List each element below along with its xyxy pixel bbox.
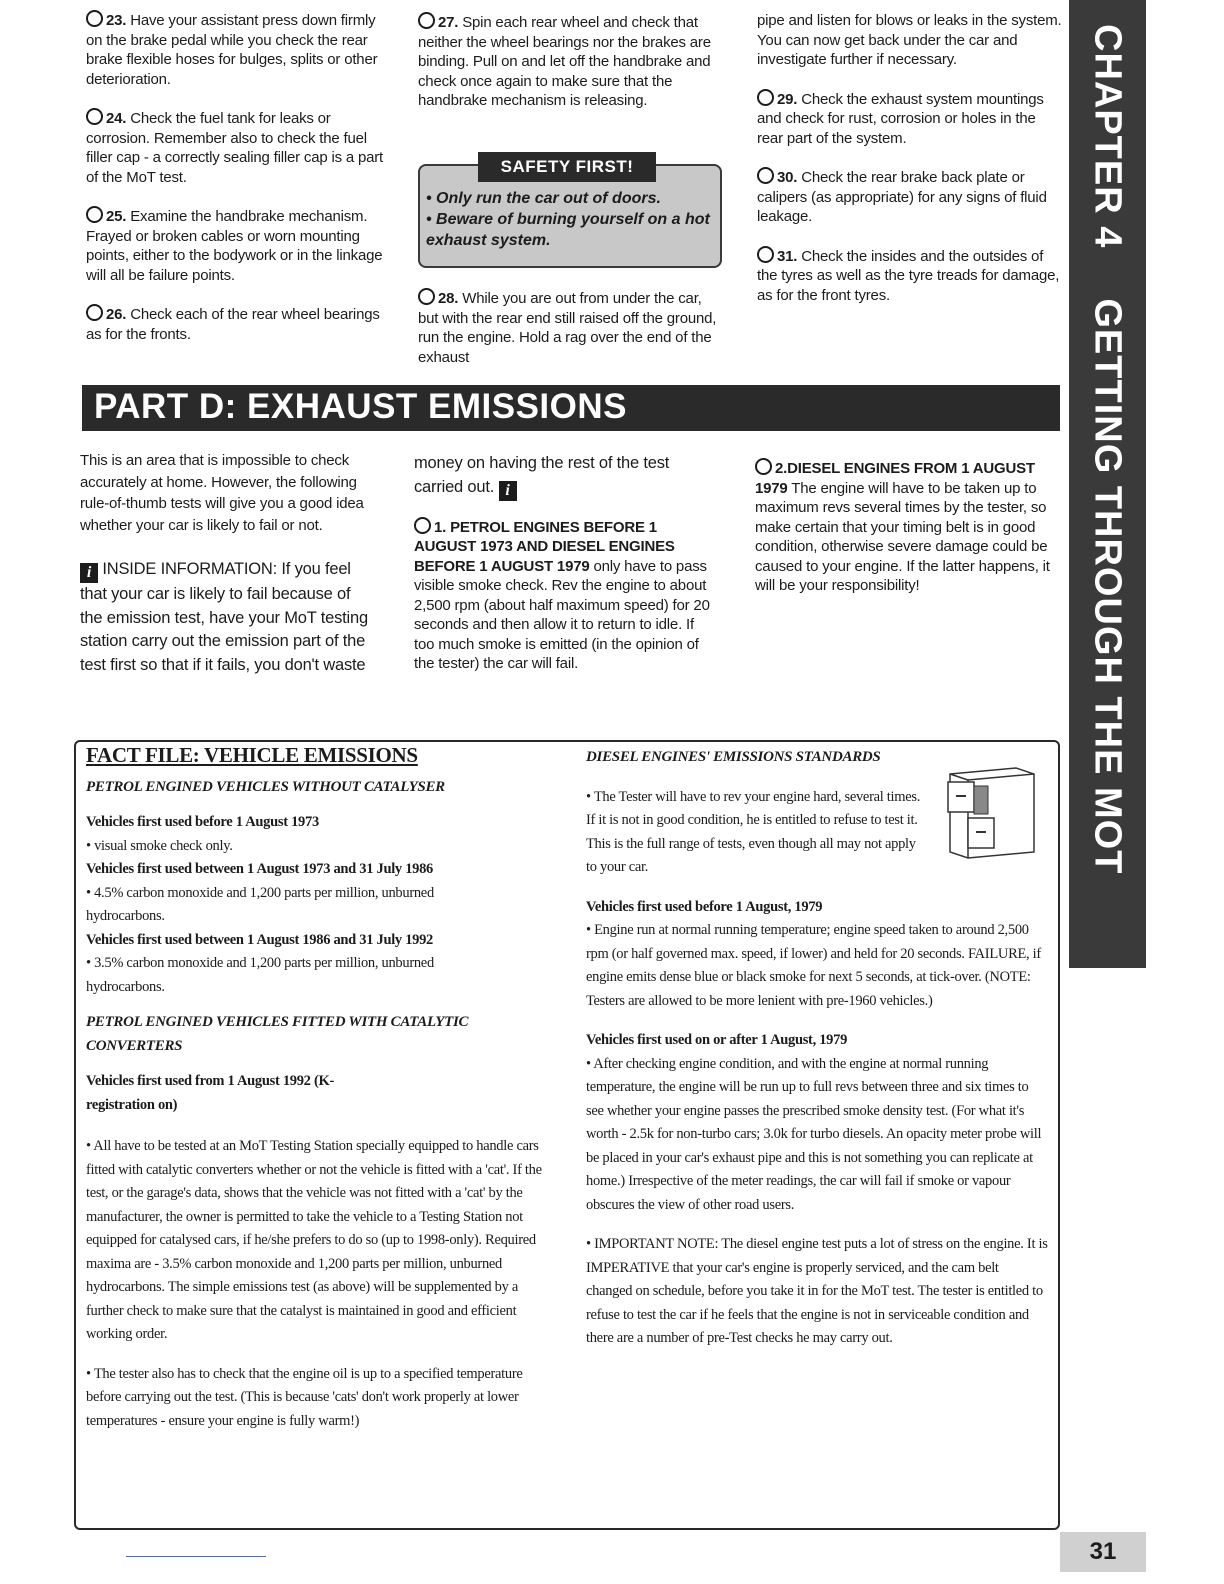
part-d-title: PART D: EXHAUST EMISSIONS [94, 387, 628, 426]
checklist-column-2 [418, 12, 723, 130]
inside-information: i INSIDE INFORMATION: If you feel that your car is likely to fail because of the emission test, have your MoT testing station carry out the emission part of the test first so that if it fails, you don't waste [80, 560, 368, 674]
chapter-title: GETTING THROUGH THE MOT [1086, 298, 1129, 875]
checkbox-circle-icon[interactable] [86, 10, 103, 27]
emission-item-2: 2.DIESEL ENGINES FROM 1 AUGUST 1979 The engine will have to be taken up to maximum revs several times by the tester, so make certain that your timing belt is in good condition, otherwise severe damage could be caused to your engine. If the latter happens, it will be your responsibility! [755, 460, 1050, 594]
checklist-item-26: 26. Check each of the rear wheel bearings as for the fronts. [86, 306, 380, 343]
checklist-column-3 [757, 11, 1062, 324]
diesel-h1: Vehicles first used before 1 August, 1979 [586, 898, 823, 915]
checkbox-circle-icon[interactable] [755, 458, 772, 475]
info-icon: i [499, 481, 517, 501]
safety-first-title: SAFETY FIRST! [478, 152, 656, 182]
safety-first-box [418, 157, 722, 268]
part-d-banner [82, 385, 1060, 431]
petrol-no-cat-h2: Vehicles first used between 1 August 1973 and 31 July 1986 [86, 861, 434, 877]
checklist-item-23: 23. Have your assistant press down firmly on the brake pedal while you check the rear brake flexible hoses for bulges, splits or other deterioration. [86, 12, 378, 88]
info-icon: i [80, 563, 98, 583]
checkbox-circle-icon[interactable] [757, 167, 774, 184]
petrol-no-cat-t1: • visual smoke check only. [86, 837, 233, 854]
checklist-item-25: 25. Examine the handbrake mechanism. Frayed or broken cables or worn mounting points, either to the bodywork or in the linkage will all be failure points. [86, 208, 383, 284]
checkbox-circle-icon[interactable] [418, 12, 435, 29]
part-d-column-3 [755, 458, 1055, 596]
fact-file-title: FACT FILE: VEHICLE EMISSIONS [86, 743, 418, 767]
page-number: 31 [1060, 1532, 1146, 1572]
filing-cabinet-icon [946, 766, 1038, 860]
petrol-cat-h1: Vehicles first used from 1 August 1992 (K-registration on) [86, 1073, 334, 1113]
petrol-no-cat-t2: • 4.5% carbon monoxide and 1,200 parts per million, unburned hydrocarbons. [86, 884, 434, 924]
diesel-h2: Vehicles first used on or after 1 August, 1979 [586, 1032, 848, 1048]
part-d-column-1 [80, 450, 375, 677]
petrol-cat-heading: PETROL ENGINED VEHICLES FITTED WITH CATALYTIC CONVERTERS [86, 1014, 469, 1054]
checkbox-circle-icon[interactable] [86, 304, 103, 321]
footer-rule [126, 1556, 266, 1557]
inside-information-cont: money on having the rest of the test carried out. i [414, 454, 670, 499]
petrol-no-cat-h3: Vehicles first used between 1 August 1986 and 31 July 1992 [86, 931, 434, 948]
part-d-intro: This is an area that is impossible to check accurately at home. However, the following rule-of-thumb tests will give you a good idea whether your car is likely to fail or not. [80, 452, 364, 534]
checkbox-circle-icon[interactable] [414, 517, 431, 534]
checkbox-circle-icon[interactable] [757, 89, 774, 106]
chapter-label: CHAPTER 4 [1086, 24, 1129, 249]
checkbox-circle-icon[interactable] [86, 206, 103, 223]
checklist-item-24: 24. Check the fuel tank for leaks or corrosion. Remember also to check the fuel filler cap - a correctly sealing filler cap is a part of the MoT test. [86, 110, 384, 186]
petrol-cat-p1: • All have to be tested at an MoT Testing Station specially equipped to handle cars fitted with catalytic converters whether or not the vehicle is fitted with a 'cat'. If the test, or the garage's data, shows that the vehicle was not fitted with a 'cat' by the manufacturer, the owner is permitted to take the vehicle to a Testing Station not equipped for catalysed cars, if he/she prefers to do so (up to 1998-only). Required maxima are - 3.5% carbon monoxide and 1,200 parts per million, unburned hydrocarbons. The simple emissions test (as above) will be supplemented by a further check to make sure that the catalyst is maintained in good and efficient working order. [86, 1138, 542, 1342]
chapter-sidebar-text [1086, 24, 1129, 874]
diesel-p3: • IMPORTANT NOTE: The diesel engine test puts a lot of stress on the engine. It is IMPERATIVE that your car's engine is properly serviced, and the cam belt changed on schedule, before you take it in for the MoT test. The tester is entitled to refuse to test the car if he feels that the engine is not in serviceable condition and there are a number of pre-Test checks he may carry out. [586, 1236, 1048, 1346]
safety-item: • Beware of burning yourself on a hot exhaust system. [426, 211, 710, 249]
petrol-no-cat-t3: • 3.5% carbon monoxide and 1,200 parts per million, unburned hydrocarbons. [86, 955, 434, 995]
petrol-no-cat-heading: PETROL ENGINED VEHICLES WITHOUT CATALYSER [86, 778, 445, 795]
checklist-item-29: 29. Check the exhaust system mountings and check for rust, corrosion or holes in the rear part of the system. [757, 90, 1044, 147]
petrol-no-cat-h1: Vehicles first used before 1 August 1973 [86, 814, 319, 830]
checklist-item-31: 31. Check the insides and the outsides of the tyres as well as the tyre treads for damage, as for the front tyres. [757, 247, 1060, 304]
checklist-column-1 [86, 10, 386, 363]
part-d-column-2 [414, 452, 714, 674]
checklist-item-30: 30. Check the rear brake back plate or calipers (as appropriate) for any signs of fluid leakage. [757, 169, 1047, 225]
checkbox-circle-icon[interactable] [86, 108, 103, 125]
fact-file-box [74, 740, 1060, 1530]
safety-item: • Only run the car out of doors. [426, 190, 661, 207]
diesel-p1: • Engine run at normal running temperature; engine speed taken to around 2,500 rpm (or half governed max. speed, if lower) and held for 20 seconds. FAILURE, if engine emits dense blue or black smoke for next 5 seconds, at tick-over. (NOTE: Testers are allowed to be more lenient with pre-1960 vehicles.) [586, 922, 1041, 1009]
fact-file-left-column [86, 744, 546, 1433]
petrol-cat-p2: • The tester also has to check that the engine oil is up to a specified temperature before carrying out the test. (This is because 'cats' don't work properly at lower temperatures - ensure your engine is fully warm!) [86, 1365, 523, 1429]
diesel-heading: DIESEL ENGINES' EMISSIONS STANDARDS [586, 749, 881, 765]
diesel-p2: • After checking engine condition, and with the engine at normal running temperature, the engine will be run up to full revs between three and six times to see whether your engine passes the prescribed smoke density test. (For what it's worth - 2.5k for non-turbo cars; 3.0k for turbo diesels. An opacity meter probe will be placed in your car's exhaust pipe and this is not something you can replicate at home.) Irrespective of the meter readings, the car will fail if smoke or vapour obscures the view of other road users. [586, 1055, 1042, 1213]
safety-list [426, 188, 720, 251]
checklist-item-27: 27. Spin each rear wheel and check that neither the wheel bearings nor the brakes are binding. Pull on and let off the handbrake and check once again to make sure that the handbrake mechanism is releasing. [418, 14, 711, 109]
checklist-item-28-cont: pipe and listen for blows or leaks in the system. You can now get back under the car and investigate further if necessary. [757, 12, 1062, 68]
emission-item-1: 1. PETROL ENGINES BEFORE 1 AUGUST 1973 AND DIESEL ENGINES BEFORE 1 AUGUST 1979 only have to pass visible smoke check. Rev the engine to about 2,500 rpm (about half maximum speed) for 20 seconds and then allow it to return to idle. If too much smoke is emitted (in the opinion of the tester) the car will fail. [414, 518, 710, 672]
checkbox-circle-icon[interactable] [757, 246, 774, 263]
diesel-p0: • The Tester will have to rev your engine hard, several times. If it is not in good condition, he is entitled to refuse to test it. This is the full range of tests, even though all may not apply to your car. [586, 788, 921, 875]
checkbox-circle-icon[interactable] [418, 288, 435, 305]
checklist-item-28: 28. While you are out from under the car, but with the rear end still raised off the ground, run the engine. Hold a rag over the end of the exhaust [418, 290, 717, 366]
